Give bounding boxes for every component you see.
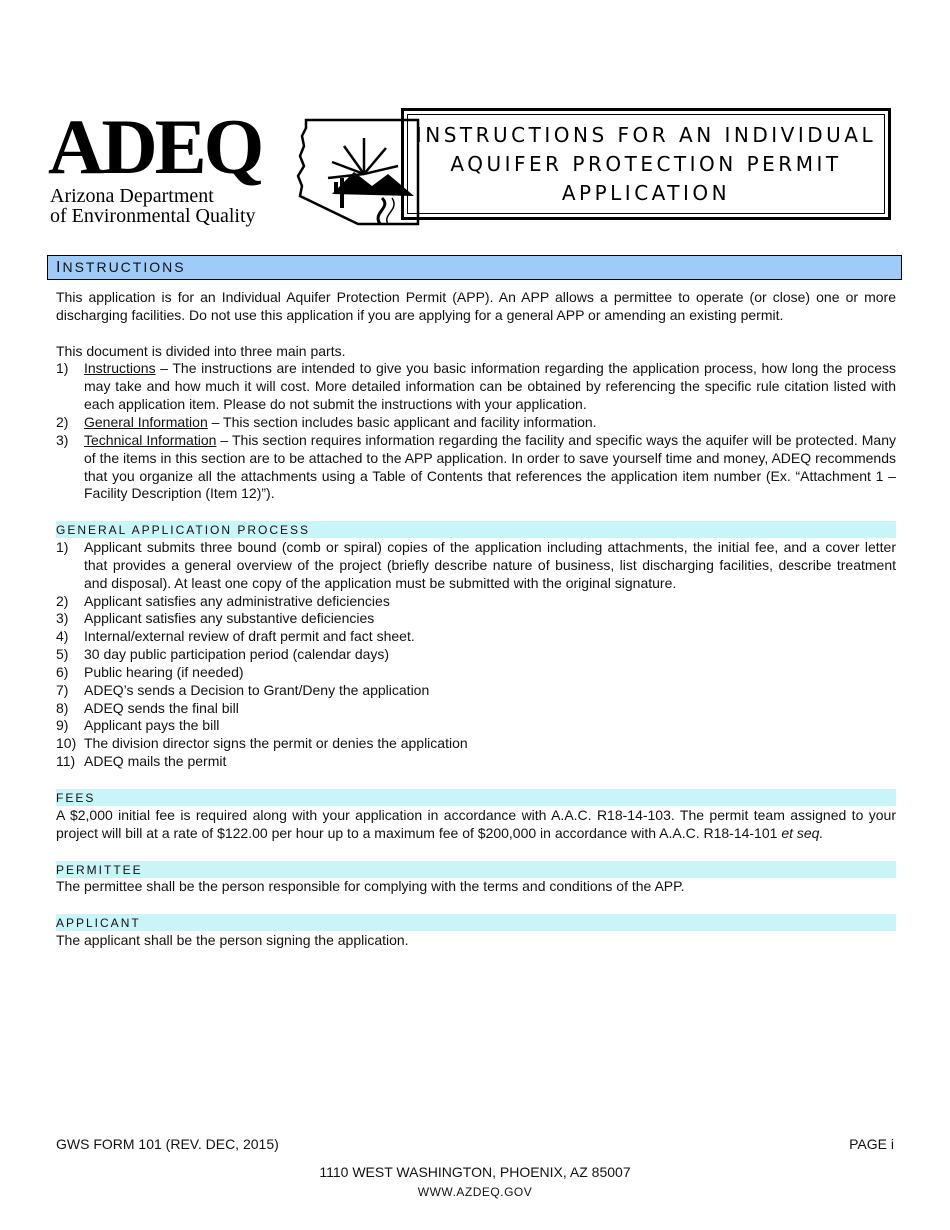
- applicant-paragraph: The applicant shall be the person signing the application.: [56, 932, 409, 948]
- applicant-header: APPLICANT: [56, 914, 896, 931]
- logo-line-2: of Environmental Quality: [50, 205, 256, 227]
- footer-website-link[interactable]: WWW.AZDEQ.GOV: [417, 1185, 533, 1199]
- footer-address: 1110 WEST WASHINGTON, PHOENIX, AZ 85007: [319, 1164, 631, 1180]
- form-title-box: [401, 108, 891, 220]
- fees-paragraph: A $2,000 initial fee is required along with your application in accordance with A.A.C. R18-14-103. The permit team assigned to your project will bill at a rate of $122.00 per hour up to a maximum fee of $200,000 in accordance with A.A.C. R18-14-101 et seq.: [56, 807, 896, 841]
- form-number: GWS FORM 101 (REV. DEC, 2015): [56, 1136, 279, 1152]
- form-title-line-2: AQUIFER PROTECTION PERMIT: [450, 151, 842, 176]
- permittee-header: PERMITTEE: [56, 861, 896, 878]
- part-term-general-information: General Information: [84, 414, 208, 430]
- permittee-paragraph: The permittee shall be the person responsible for complying with the terms and conditions of the APP.: [56, 878, 685, 894]
- part-term-instructions: Instructions: [84, 360, 156, 376]
- general-process-header: GENERAL APPLICATION PROCESS: [56, 521, 896, 538]
- page-number: PAGE i: [849, 1136, 894, 1152]
- instructions-header-rest: NSTRUCTIONS: [62, 259, 186, 275]
- adeq-logo: [48, 103, 378, 228]
- part-term-technical-information: Technical Information: [84, 432, 217, 448]
- fees-header: FEES: [56, 789, 896, 806]
- intro-paragraph: This application is for an Individual Aquifer Protection Permit (APP). An APP allows a permittee to operate (or close) one or more discharging facilities. Do not use this application if you are applying for a general APP or amending an existing permit.: [56, 289, 896, 323]
- form-title-line-1: INSTRUCTIONS FOR AN INDIVIDUAL: [415, 122, 877, 147]
- fees-et-seq: et seq.: [781, 824, 824, 841]
- logo-letters: ADEQ: [48, 103, 262, 190]
- logo-line-1: Arizona Department: [50, 185, 214, 207]
- form-title-line-3: APPLICATION: [561, 180, 731, 205]
- instructions-header-initial: I: [56, 259, 63, 276]
- divided-sentence: This document is divided into three main parts.: [56, 343, 346, 359]
- instructions-section-header: [47, 255, 902, 280]
